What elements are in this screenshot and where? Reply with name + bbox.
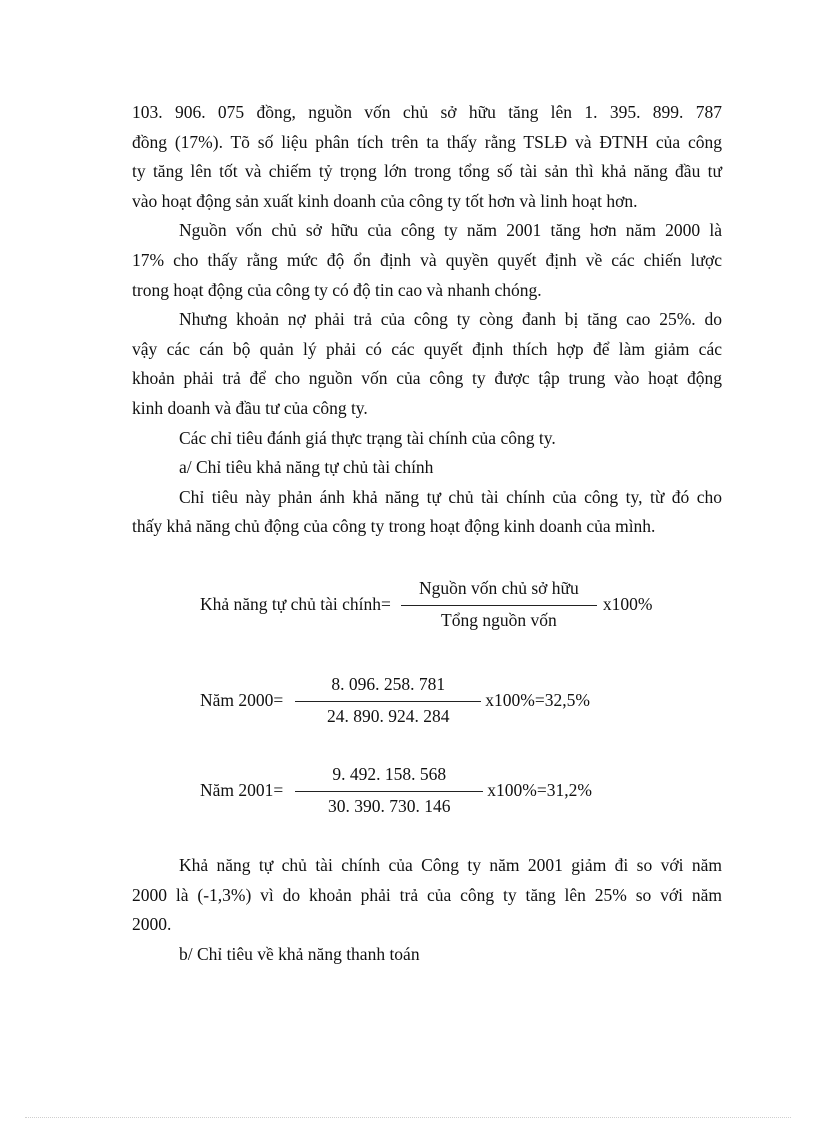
paragraph-1	[132, 98, 722, 216]
text-line: 17% cho thấy rằng mức độ ổn định và quyền quyết định về các chiến lược	[132, 249, 722, 270]
text-line: Nhưng khoản nợ phải trả của công ty còng đanh bị tăng cao 25%. do	[179, 309, 722, 330]
fraction-denominator: 30. 390. 730. 146	[328, 796, 451, 816]
paragraph-4	[132, 424, 722, 454]
fraction-numerator: Nguồn vốn chủ sở hữu	[419, 578, 579, 598]
formula-result: x100%=32,5%	[485, 690, 590, 710]
text-line: Chỉ tiêu này phản ánh khả năng tự chủ tài chính của công ty, từ đó cho	[179, 486, 722, 507]
formula-result: x100%=31,2%	[487, 780, 592, 800]
conclusion-paragraph	[132, 851, 722, 940]
formula-year-2000	[200, 674, 590, 727]
paragraph-6	[132, 483, 722, 542]
text-line: Khả năng tự chủ tài chính của Công ty năm 2001 giảm đi so với năm	[179, 855, 722, 875]
text-line: 2000.	[132, 914, 172, 935]
formula-label: Khả năng tự chủ tài chính=	[200, 594, 391, 614]
fraction	[401, 578, 597, 631]
formula-definition	[200, 578, 652, 631]
text-line: trong hoạt động của công ty có độ tin cao và nhanh chóng.	[132, 279, 542, 300]
text-line: Nguồn vốn chủ sở hữu của công ty năm 2001 tăng hơn năm 2000 là	[179, 220, 722, 241]
fraction	[295, 674, 481, 727]
section-heading-b	[132, 940, 722, 970]
text-line: khoản phải trả để cho nguồn vốn của công ty được tập trung vào hoạt động	[132, 368, 722, 389]
text-line: 2000 là (-1,3%) vì do khoản phải trả của công ty tăng lên 25% so với năm	[132, 884, 722, 905]
text-line: Các chỉ tiêu đánh giá thực trạng tài chính của công ty.	[179, 427, 556, 448]
formula-label: Năm 2001=	[200, 780, 284, 800]
text-line: thấy khả năng chủ động của công ty trong hoạt động kinh doanh của mình.	[132, 516, 656, 537]
text-line: kinh doanh và đầu tư của công ty.	[132, 397, 368, 418]
paragraph-3	[132, 305, 722, 423]
text-line: đồng (17%). Tõ số liệu phân tích trên ta thấy rằng TSLĐ và ĐTNH của công	[132, 131, 722, 152]
page-bottom-divider	[25, 1117, 791, 1118]
text-line: 103. 906. 075 đồng, nguồn vốn chủ sở hữu tăng lên 1. 395. 899. 787	[132, 102, 722, 122]
conclusion-text	[132, 851, 722, 969]
formula-multiplier: x100%	[602, 594, 653, 614]
section-heading-a	[132, 453, 722, 483]
body-text	[132, 98, 722, 542]
text-line: b/ Chỉ tiêu về khả năng thanh toán	[179, 943, 420, 964]
fraction-numerator: 8. 096. 258. 781	[331, 674, 446, 694]
fraction-numerator: 9. 492. 158. 568	[332, 764, 447, 784]
fraction	[295, 764, 483, 817]
fraction-denominator: 24. 890. 924. 284	[327, 706, 450, 726]
text-line: vậy các cán bộ quản lý phải có các quyết định thích hợp để làm giảm các	[132, 338, 722, 359]
text-line: vào hoạt động sản xuất kinh doanh của công ty tốt hơn và linh hoạt hơn.	[132, 190, 638, 211]
text-line: ty tăng lên tốt và chiếm tỷ trọng lớn trong tổng số tài sản thì khả năng đầu tư	[132, 161, 722, 182]
formula-label: Năm 2000=	[200, 690, 284, 710]
formula-year-2001	[200, 764, 592, 817]
fraction-denominator: Tổng nguồn vốn	[441, 610, 557, 630]
paragraph-2	[132, 216, 722, 305]
text-line: a/ Chỉ tiêu khả năng tự chủ tài chính	[179, 457, 434, 478]
